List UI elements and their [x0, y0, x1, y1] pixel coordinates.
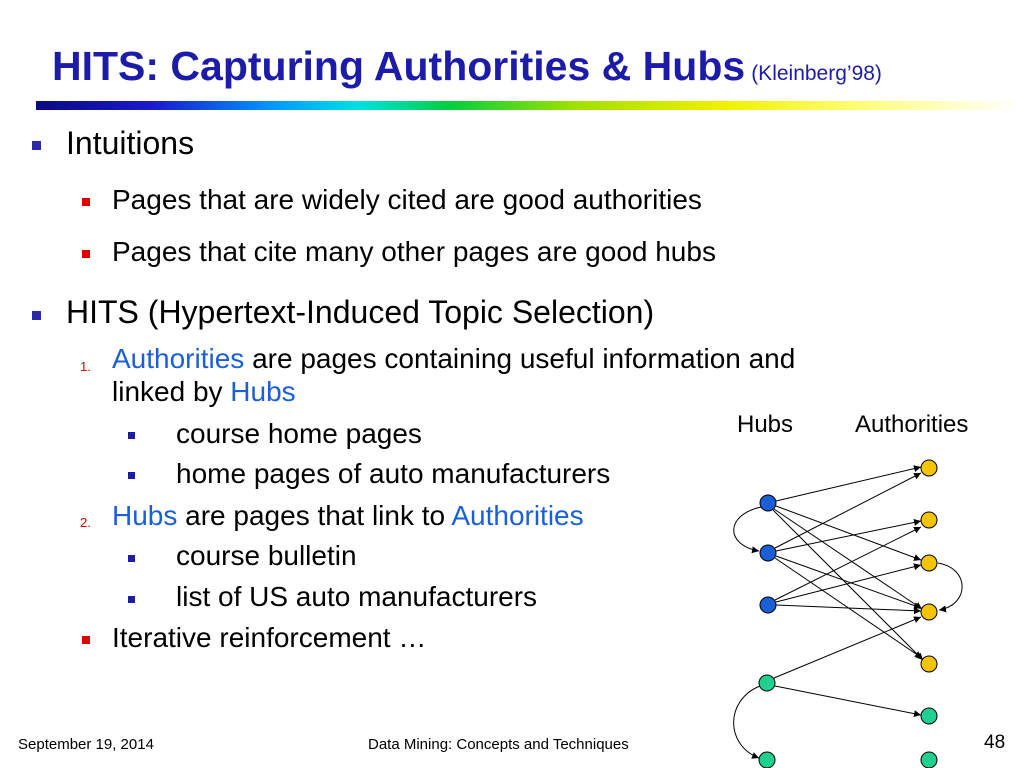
title-citation: (Kleinberg’98) [751, 62, 882, 85]
link-arrow [774, 617, 921, 678]
link-arrow [776, 565, 921, 602]
hub-node [760, 597, 776, 613]
hub-node [760, 545, 776, 561]
footer-course: Data Mining: Concepts and Techniques [368, 736, 629, 753]
green-node [921, 752, 937, 768]
page-number: 48 [984, 732, 1006, 753]
green-node [921, 708, 937, 724]
authority-node [921, 460, 937, 476]
link-arrow [774, 509, 922, 609]
example-item: list of US auto manufacturers [176, 581, 538, 612]
title-main: HITS: Capturing Authorities & Hubs [52, 43, 746, 89]
item1-line2-text: linked by [112, 376, 231, 407]
link-arrow [776, 605, 921, 611]
authorities-label: Authorities [855, 411, 969, 438]
hubs-label: Hubs [737, 411, 794, 438]
intuition-item: Pages that are widely cited are good authorities [112, 184, 702, 215]
iterative-item: Iterative reinforcement … [112, 622, 427, 653]
list-number: 2. [80, 515, 91, 530]
authority-node [921, 656, 937, 672]
heading-hits: HITS (Hypertext-Induced Topic Selection) [66, 294, 655, 330]
authorities-term: Authorities [112, 343, 245, 374]
link-arrow [776, 506, 921, 560]
curved-link-arrow [734, 686, 760, 758]
example-item: home pages of auto manufacturers [176, 458, 611, 489]
example-item: course bulletin [176, 540, 357, 571]
green-node [759, 675, 775, 691]
hub-node [760, 495, 776, 511]
list-number: 1. [80, 359, 91, 374]
curved-link-arrow [938, 563, 962, 610]
heading-intuitions: Intuitions [66, 125, 195, 161]
item2-text: are pages that link to [177, 500, 452, 531]
link-arrow [775, 686, 921, 715]
authorities-term: Authorities [451, 500, 584, 531]
example-item: course home pages [176, 418, 422, 449]
authority-node [921, 512, 937, 528]
item1-text: are pages containing useful information and [244, 343, 796, 374]
curved-link-arrow [734, 507, 761, 551]
intuition-item: Pages that cite many other pages are good hubs [112, 236, 716, 267]
footer-date: September 19, 2014 [18, 736, 154, 753]
graph-nodes [759, 460, 937, 768]
hubs-term: Hubs [112, 500, 178, 531]
green-node [759, 752, 775, 768]
authority-node [921, 604, 937, 620]
hubs-term: Hubs [230, 376, 296, 407]
authority-node [921, 555, 937, 571]
